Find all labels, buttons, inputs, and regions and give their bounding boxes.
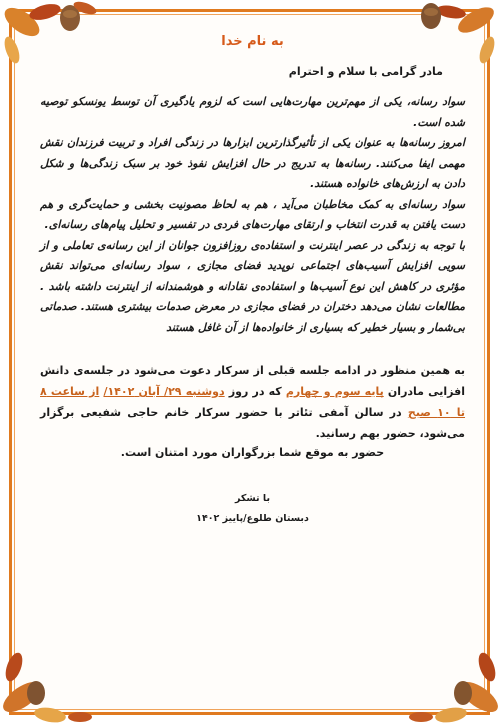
thanks-line: با تشکر [234, 493, 271, 504]
invitation-text: به همین منظور در ادامه جلسه قبلی از سرکار دعوت می‌شود در جلسه‌ی دانش افزایی مادران [40, 364, 465, 398]
signature [40, 489, 465, 529]
grades-highlight: پایه سوم و چهارم [285, 385, 384, 398]
paragraph: سواد رسانه‌ای به کمک مخاطبان می‌آید ، هم به لحاظ مصونیت بخشی و حمایت‌گری و هم دست یافتن به قدرت انتخاب و ارتقای مهارت‌های فردی در تفسیر و تحلیل پیام‌های رسانه‌ای. [40, 197, 465, 231]
invitation-text: در سالن آمفی تئاتر با حضور سرکار خانم حاجی شفیعی برگزار می‌شود، حضور بهم رسانید. [40, 406, 465, 440]
paragraph: با توجه به زندگی در عصر اینترنت و استفاده‌ی روزافزون جوانان از این رسانه‌ی تعاملی و از سویی افزایش آسیب‌های اجتماعی نوپدید فضای مجازی ، سواد رسانه‌ای می‌تواند نقش مؤثری در کاهش این نوع آسیب‌ها و استفاده‌ی نقادانه و هوشمندانه از اینترنت داشته باشد . مطالعات نشان می‌دهد دختران در فضای مجازی در معرض صدمات بیشتری هستند. صدماتی بی‌شمار و بسیار خطیر که بسیاری از خانواده‌ها از آن غافل هستند [40, 238, 465, 334]
intro-paragraphs [40, 92, 465, 338]
paragraph: امروز رسانه‌ها به عنوان یکی از تأثیرگذارترین ابزارها در زندگی افراد و تربیت فرزندان نقش مهمی ایفا می‌کنند. رسانه‌ها به تدریج در حال افزایش نفوذ خود بر سبک زندگی‌ها و شکل دادن به ارزش‌های خانواده هستند. [40, 136, 465, 190]
autumn-leaves-icon [391, 597, 501, 727]
time-highlight: از ساعت ۸ تا ۱۰ صبح [40, 385, 466, 419]
date-highlight: دوشنبه ۲۹/ آبان ۱۴۰۲/ [103, 385, 225, 398]
paragraph: سواد رسانه، یکی از مهم‌ترین مهارت‌هایی است که لزوم یادگیری آن توسط یونسکو توصیه شده است. [40, 95, 465, 129]
autumn-leaves-icon [0, 597, 110, 727]
page-title: به نام خدا [221, 34, 284, 49]
invitation [40, 360, 465, 444]
greeting: مادر گرامی با سلام و احترام [288, 65, 443, 78]
invitation-text: که در روز [224, 385, 286, 398]
letter-body [40, 34, 465, 529]
closing-line: حضور به موقع شما بزرگواران مورد امتنان است. [120, 446, 385, 459]
school-line: دبستان طلوع/پاییز ۱۴۰۲ [196, 513, 309, 524]
